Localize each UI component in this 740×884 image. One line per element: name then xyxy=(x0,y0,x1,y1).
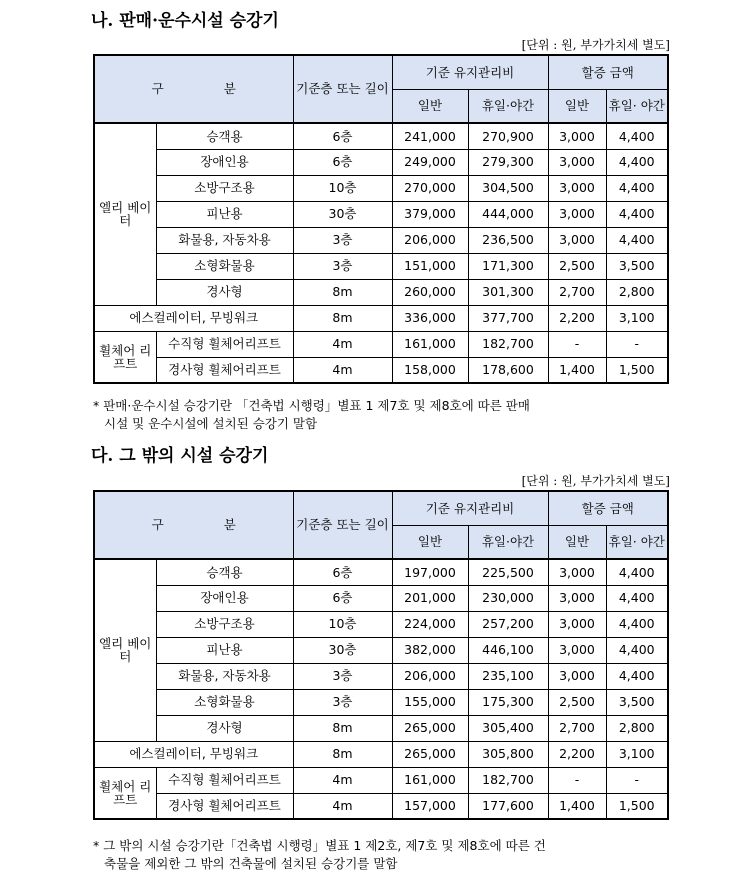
row-type: 경사형 휠체어리프트 xyxy=(156,793,293,819)
row-sur-holiday: - xyxy=(606,767,668,793)
row-floor: 4m xyxy=(293,357,392,383)
table-row xyxy=(94,689,668,715)
header-gubun: 구 분 xyxy=(94,491,293,559)
unit-label: [단위 : 원, 부가가치세 별도] xyxy=(521,38,670,52)
row-base-regular: 379,000 xyxy=(392,201,468,227)
row-sur-holiday: 4,400 xyxy=(606,201,668,227)
row-sur-regular: 2,700 xyxy=(548,715,606,741)
row-floor: 30층 xyxy=(293,637,392,663)
row-sur-holiday: 4,400 xyxy=(606,585,668,611)
row-base-holiday: 230,000 xyxy=(468,585,548,611)
row-floor: 6층 xyxy=(293,149,392,175)
row-type: 수직형 휠체어리프트 xyxy=(156,767,293,793)
row-floor: 4m xyxy=(293,767,392,793)
row-floor: 8m xyxy=(293,741,392,767)
header-base-fee: 기준 유지관리비 xyxy=(392,491,548,525)
row-type: 화물용, 자동차용 xyxy=(156,227,293,253)
row-type: 경사형 xyxy=(156,715,293,741)
row-sur-holiday: 4,400 xyxy=(606,663,668,689)
row-floor: 6층 xyxy=(293,585,392,611)
row-floor: 4m xyxy=(293,331,392,357)
row-floor: 6층 xyxy=(293,123,392,149)
row-sur-regular: 3,000 xyxy=(548,663,606,689)
row-base-regular: 157,000 xyxy=(392,793,468,819)
table-row xyxy=(94,227,668,253)
header-surcharge: 할증 금액 xyxy=(548,491,668,525)
row-base-holiday: 444,000 xyxy=(468,201,548,227)
table-row xyxy=(94,253,668,279)
row-floor: 8m xyxy=(293,279,392,305)
row-type: 장애인용 xyxy=(156,149,293,175)
row-type: 승객용 xyxy=(156,123,293,149)
row-floor: 10층 xyxy=(293,175,392,201)
row-sur-holiday: 1,500 xyxy=(606,793,668,819)
row-base-regular: 270,000 xyxy=(392,175,468,201)
row-base-regular: 206,000 xyxy=(392,227,468,253)
row-type: 장애인용 xyxy=(156,585,293,611)
fee-table-retail xyxy=(93,54,669,384)
row-base-holiday: 270,900 xyxy=(468,123,548,149)
row-base-holiday: 171,300 xyxy=(468,253,548,279)
table-row xyxy=(94,149,668,175)
row-floor: 6층 xyxy=(293,559,392,585)
row-type: 경사형 xyxy=(156,279,293,305)
table-row xyxy=(94,559,668,585)
header-regular: 일반 xyxy=(392,89,468,123)
table-row xyxy=(94,175,668,201)
footnote-line: * 판매·운수시설 승강기란 「건축법 시행령」별표 1 제7호 및 제8호에 따른 판매 xyxy=(93,398,530,413)
row-base-regular: 201,000 xyxy=(392,585,468,611)
row-base-holiday: 305,400 xyxy=(468,715,548,741)
row-base-holiday: 305,800 xyxy=(468,741,548,767)
row-sur-regular: 3,000 xyxy=(548,637,606,663)
row-floor: 3층 xyxy=(293,689,392,715)
section-title: 다. 그 밖의 시설 승강기 xyxy=(91,446,269,466)
group-escalator: 에스컬레이터, 무빙워크 xyxy=(94,741,293,767)
row-sur-regular: - xyxy=(548,331,606,357)
header-floors: 기준층 또는 길이 xyxy=(293,491,392,559)
header-base-fee: 기준 유지관리비 xyxy=(392,55,548,89)
row-sur-regular: 3,000 xyxy=(548,149,606,175)
row-base-holiday: 304,500 xyxy=(468,175,548,201)
table-row xyxy=(94,611,668,637)
row-sur-holiday: 4,400 xyxy=(606,175,668,201)
table-row xyxy=(94,767,668,793)
row-base-holiday: 446,100 xyxy=(468,637,548,663)
row-floor: 3층 xyxy=(293,663,392,689)
footnote xyxy=(93,837,671,873)
table-row xyxy=(94,663,668,689)
footnote xyxy=(93,397,671,433)
row-floor: 3층 xyxy=(293,227,392,253)
row-type: 승객용 xyxy=(156,559,293,585)
row-sur-holiday: 1,500 xyxy=(606,357,668,383)
row-base-holiday: 175,300 xyxy=(468,689,548,715)
header-floors: 기준층 또는 길이 xyxy=(293,55,392,123)
group-elevator: 엘리 베이터 xyxy=(94,559,156,741)
row-base-regular: 382,000 xyxy=(392,637,468,663)
row-base-regular: 265,000 xyxy=(392,741,468,767)
row-base-regular: 241,000 xyxy=(392,123,468,149)
row-sur-holiday: 4,400 xyxy=(606,123,668,149)
row-base-regular: 206,000 xyxy=(392,663,468,689)
table-row xyxy=(94,715,668,741)
table-row xyxy=(94,331,668,357)
table-row xyxy=(94,357,668,383)
row-base-regular: 336,000 xyxy=(392,305,468,331)
row-sur-holiday: 2,800 xyxy=(606,715,668,741)
group-wheelchair: 휠체어 리프트 xyxy=(94,767,156,819)
table-row xyxy=(94,585,668,611)
row-base-holiday: 377,700 xyxy=(468,305,548,331)
row-type: 수직형 휠체어리프트 xyxy=(156,331,293,357)
header-gubun: 구 분 xyxy=(94,55,293,123)
row-sur-holiday: 4,400 xyxy=(606,611,668,637)
row-sur-holiday: 3,500 xyxy=(606,689,668,715)
row-sur-regular: 3,000 xyxy=(548,123,606,149)
row-sur-regular: 2,500 xyxy=(548,689,606,715)
group-escalator: 에스컬레이터, 무빙워크 xyxy=(94,305,293,331)
row-sur-regular: 3,000 xyxy=(548,559,606,585)
footnote-line: 축물을 제외한 그 밖의 건축물에 설치된 승강기를 말함 xyxy=(104,856,398,871)
table-row xyxy=(94,123,668,149)
table-row xyxy=(94,637,668,663)
row-sur-holiday: 2,800 xyxy=(606,279,668,305)
table-row xyxy=(94,201,668,227)
row-sur-holiday: 4,400 xyxy=(606,227,668,253)
row-sur-regular: 2,700 xyxy=(548,279,606,305)
row-base-holiday: 257,200 xyxy=(468,611,548,637)
row-floor: 8m xyxy=(293,305,392,331)
row-type: 피난용 xyxy=(156,637,293,663)
footnote-line: 시설 및 운수시설에 설치된 승강기 말함 xyxy=(104,416,318,431)
header-holiday-night: 휴일·야간 xyxy=(468,525,548,559)
row-floor: 3층 xyxy=(293,253,392,279)
row-sur-holiday: - xyxy=(606,331,668,357)
footnote-line: * 그 밖의 시설 승강기란「건축법 시행령」별표 1 제2호, 제7호 및 제8호에 따른 건 xyxy=(93,838,546,853)
row-base-holiday: 236,500 xyxy=(468,227,548,253)
header-surcharge: 할증 금액 xyxy=(548,55,668,89)
row-sur-holiday: 4,400 xyxy=(606,637,668,663)
header-regular: 일반 xyxy=(392,525,468,559)
row-base-holiday: 177,600 xyxy=(468,793,548,819)
header-regular: 일반 xyxy=(548,525,606,559)
header-holiday-night: 휴일· 야간 xyxy=(606,89,668,123)
row-type: 소형화물용 xyxy=(156,253,293,279)
row-type: 경사형 휠체어리프트 xyxy=(156,357,293,383)
row-sur-regular: 1,400 xyxy=(548,793,606,819)
row-sur-regular: - xyxy=(548,767,606,793)
row-floor: 10층 xyxy=(293,611,392,637)
row-base-regular: 224,000 xyxy=(392,611,468,637)
row-base-regular: 161,000 xyxy=(392,331,468,357)
section-title: 나. 판매·운수시설 승강기 xyxy=(91,11,279,31)
group-wheelchair: 휠체어 리프트 xyxy=(94,331,156,383)
unit-label: [단위 : 원, 부가가치세 별도] xyxy=(521,474,670,488)
row-type: 피난용 xyxy=(156,201,293,227)
row-sur-regular: 2,500 xyxy=(548,253,606,279)
row-base-regular: 158,000 xyxy=(392,357,468,383)
row-base-holiday: 225,500 xyxy=(468,559,548,585)
row-base-regular: 260,000 xyxy=(392,279,468,305)
table-row xyxy=(94,741,668,767)
table-row xyxy=(94,279,668,305)
row-sur-regular: 2,200 xyxy=(548,741,606,767)
row-sur-regular: 3,000 xyxy=(548,227,606,253)
row-base-regular: 249,000 xyxy=(392,149,468,175)
row-sur-regular: 2,200 xyxy=(548,305,606,331)
row-sur-regular: 3,000 xyxy=(548,175,606,201)
row-base-holiday: 182,700 xyxy=(468,767,548,793)
row-base-holiday: 279,300 xyxy=(468,149,548,175)
fee-table-other xyxy=(93,490,669,820)
row-sur-holiday: 4,400 xyxy=(606,559,668,585)
table-row xyxy=(94,793,668,819)
row-base-holiday: 235,100 xyxy=(468,663,548,689)
header-regular: 일반 xyxy=(548,89,606,123)
row-sur-holiday: 3,100 xyxy=(606,305,668,331)
row-sur-regular: 1,400 xyxy=(548,357,606,383)
header-holiday-night: 휴일·야간 xyxy=(468,89,548,123)
row-sur-holiday: 4,400 xyxy=(606,149,668,175)
row-floor: 30층 xyxy=(293,201,392,227)
row-sur-regular: 3,000 xyxy=(548,585,606,611)
table-row xyxy=(94,305,668,331)
header-holiday-night: 휴일· 야간 xyxy=(606,525,668,559)
row-base-holiday: 182,700 xyxy=(468,331,548,357)
row-base-regular: 265,000 xyxy=(392,715,468,741)
row-type: 소방구조용 xyxy=(156,175,293,201)
row-floor: 4m xyxy=(293,793,392,819)
row-base-regular: 161,000 xyxy=(392,767,468,793)
row-type: 화물용, 자동차용 xyxy=(156,663,293,689)
row-base-regular: 155,000 xyxy=(392,689,468,715)
group-elevator: 엘리 베이터 xyxy=(94,123,156,305)
row-type: 소방구조용 xyxy=(156,611,293,637)
row-base-holiday: 178,600 xyxy=(468,357,548,383)
row-base-holiday: 301,300 xyxy=(468,279,548,305)
row-sur-regular: 3,000 xyxy=(548,201,606,227)
row-sur-holiday: 3,100 xyxy=(606,741,668,767)
row-base-regular: 197,000 xyxy=(392,559,468,585)
row-type: 소형화물용 xyxy=(156,689,293,715)
row-sur-holiday: 3,500 xyxy=(606,253,668,279)
row-floor: 8m xyxy=(293,715,392,741)
row-base-regular: 151,000 xyxy=(392,253,468,279)
row-sur-regular: 3,000 xyxy=(548,611,606,637)
